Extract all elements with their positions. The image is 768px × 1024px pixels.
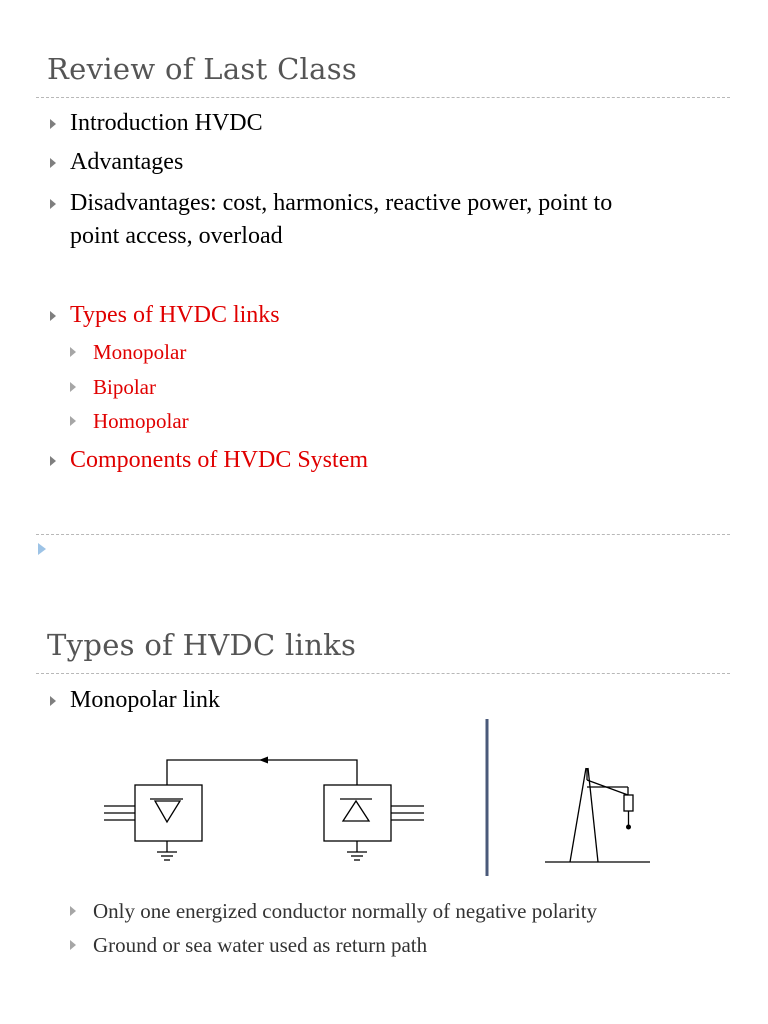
sub-bullet-arrow-icon bbox=[70, 940, 76, 950]
current-direction-arrow-icon bbox=[259, 757, 268, 764]
sub-bullet-arrow-icon bbox=[70, 906, 76, 916]
converter-station-left bbox=[135, 785, 202, 841]
slide-title: Review of Last Class bbox=[47, 52, 358, 86]
conductor-point bbox=[626, 825, 631, 830]
slide-title: Types of HVDC links bbox=[47, 628, 357, 662]
insulator bbox=[624, 795, 633, 811]
transmission-tower-icon bbox=[545, 768, 650, 862]
dc-conductor bbox=[167, 760, 357, 785]
diode-triangle-icon bbox=[155, 801, 180, 822]
bullet-disadvantages-continued: point access, overload bbox=[70, 223, 283, 249]
diode-triangle-icon bbox=[343, 801, 369, 821]
converter-station-right bbox=[324, 785, 391, 841]
